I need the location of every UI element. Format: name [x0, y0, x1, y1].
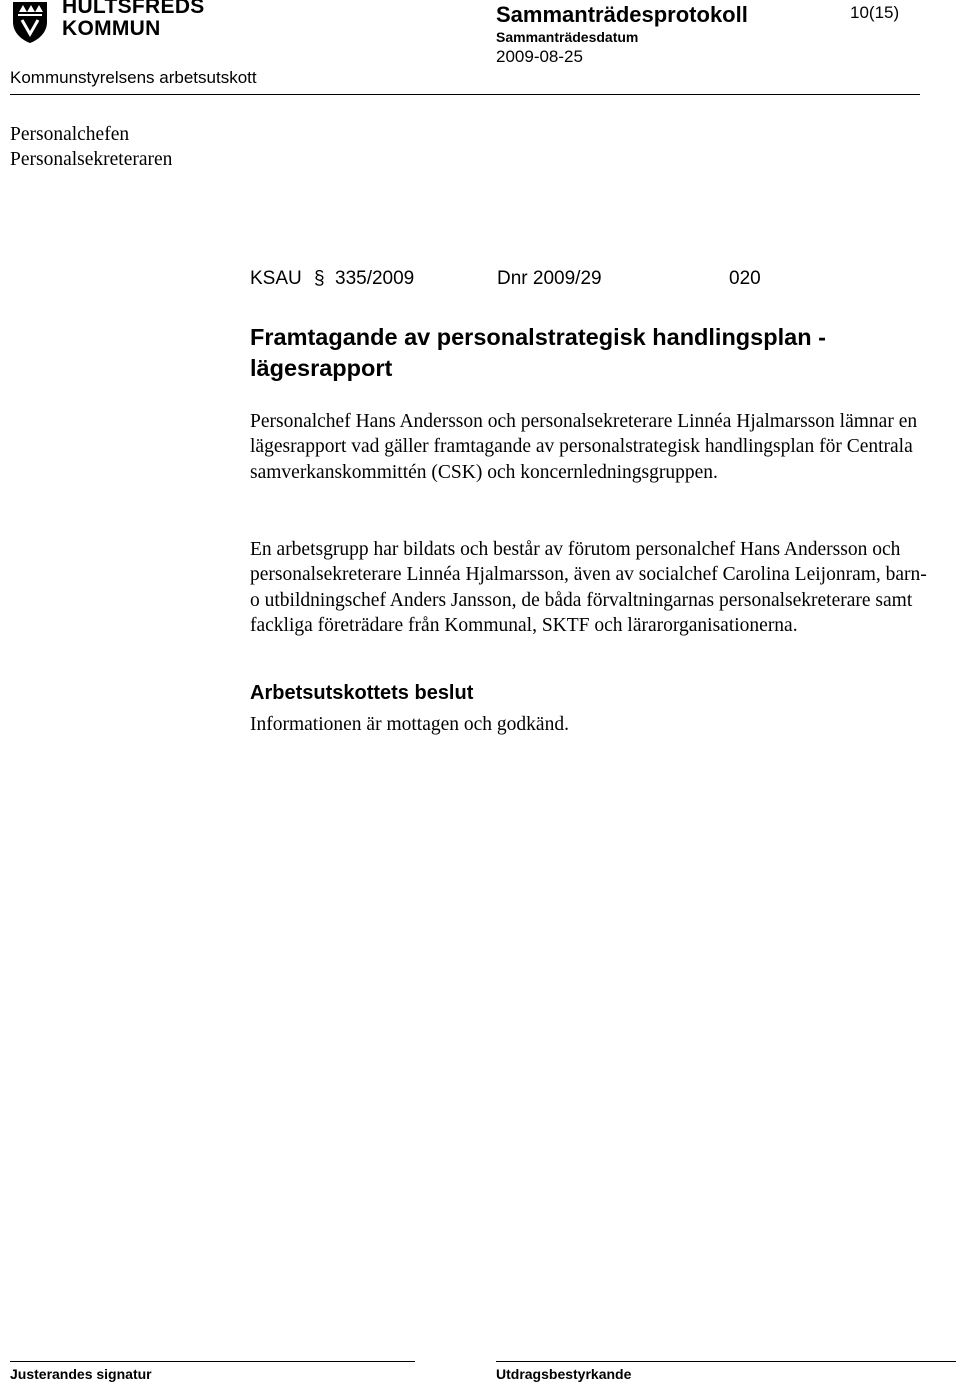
- recipient: Personalchefen: [10, 124, 130, 145]
- case-ksau: KSAU: [250, 268, 302, 289]
- page-number: 10(15): [850, 3, 900, 22]
- coat-of-arms-icon: [10, 0, 50, 44]
- decision-heading: Arbetsutskottets beslut: [250, 682, 474, 704]
- paragraph: Personalchef Hans Andersson och personalsekreterare Linnéa Hjalmarsson lämnar en lägesrapport vad gäller framtagande av personalstrategisk handlingsplan för Centrala samverkanskommittén (CSK) och koncernledningsgruppen.: [250, 411, 918, 483]
- certification-line: [496, 1361, 956, 1362]
- paragraph: En arbetsgrupp har bildats och består av förutom personalchef Hans Andersson och personalsekreterare Linnéa Hjalmarsson, även av socialchef Carolina Leijonram, barn- o utbildningschef Anders Jansson, de båda förvaltningarnas personalsekreterare samt fackliga företrädare från Kommunal, SKTF och lärarorganisationerna.: [250, 539, 927, 636]
- document-title: Sammanträdesprotokoll: [496, 2, 748, 27]
- logo-line-1: HULTSFREDS: [62, 0, 205, 18]
- recipient-list: [10, 122, 172, 172]
- section-heading: Framtagande av personalstrategisk handlingsplan - lägesrapport: [250, 324, 826, 381]
- decision-text: Informationen är mottagen och godkänd.: [250, 714, 569, 735]
- diary-number: Dnr 2009/29: [497, 268, 602, 289]
- certification-label: Utdragsbestyrkande: [496, 1366, 632, 1382]
- section-symbol: §: [314, 268, 325, 289]
- logo-text: [62, 0, 205, 40]
- committee-name: Kommunstyrelsens arbetsutskott: [10, 68, 257, 87]
- meeting-date: 2009-08-25: [496, 47, 583, 66]
- signature-label: Justerandes signatur: [10, 1366, 152, 1382]
- recipient: Personalsekreteraren: [10, 149, 173, 170]
- municipality-logo: [10, 0, 205, 44]
- case-number: 335/2009: [335, 268, 415, 289]
- case-code: 020: [729, 268, 761, 289]
- header-divider: [10, 94, 920, 95]
- signature-line: [10, 1361, 415, 1362]
- logo-line-2: KOMMUN: [62, 17, 161, 40]
- meeting-date-label: Sammanträdesdatum: [496, 29, 639, 45]
